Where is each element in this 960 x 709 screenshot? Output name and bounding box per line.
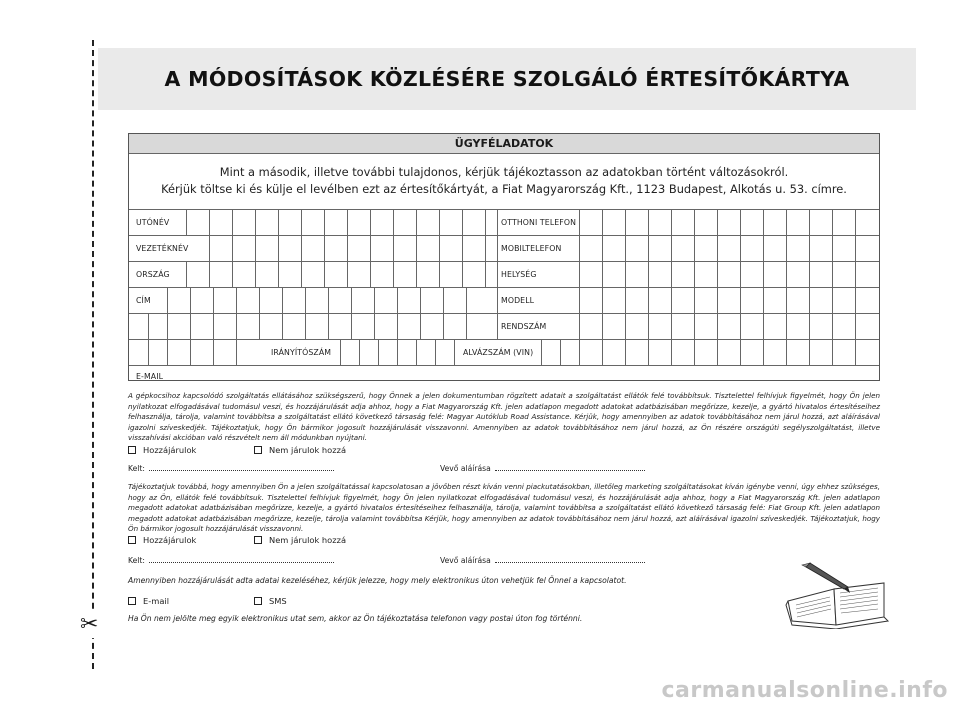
option-email[interactable]: [128, 596, 254, 606]
signature-line-1: [440, 464, 645, 473]
intro-line-2: Kérjük töltse ki és külje el levélben ezt az értesítőkártyát, a Fiat Magyarország Kft., 1123 Budapest, Alkotás u. 53. címre.: [161, 182, 847, 196]
option-disagree-1[interactable]: [254, 445, 346, 455]
channel-options: [128, 596, 287, 606]
section-header: ÜGYFÉLADATOK: [129, 134, 879, 154]
title-banner: [98, 48, 916, 110]
checkbox-sms[interactable]: [254, 597, 262, 605]
electronic-contact-note: Amennyiben hozzájárulását adta adatai kezeléséhez, kérjük jelezze, hogy mely elektronikus úton vehetjük fel Önnel a kapcsolatot.: [128, 576, 627, 585]
label-iranyitoszam: IRÁNYÍTÓSZÁM: [271, 347, 332, 357]
row-vezeteknev: [129, 235, 879, 262]
label-cim: CÍM: [136, 295, 151, 305]
row-utonev: [129, 209, 879, 236]
label-email: E-MAIL: [136, 371, 164, 381]
intro-line-1: Mint a második, illetve további tulajdonos, kérjük tájékoztasson az adatokban történt változásokról.: [219, 165, 789, 179]
vevo-label-1: Vevő aláírása: [440, 464, 491, 473]
option-agree-1-label: Hozzájárulok: [143, 445, 197, 455]
option-email-label: E-mail: [143, 596, 170, 606]
checkbox-disagree-2[interactable]: [254, 536, 262, 544]
option-agree-1[interactable]: [128, 445, 254, 455]
consent-options-2: [128, 535, 346, 545]
label-mobiltelefon: MOBILTELEFON: [501, 243, 562, 253]
checkbox-disagree-1[interactable]: [254, 446, 262, 454]
label-rendszam: RENDSZÁM: [501, 321, 547, 331]
page-title: A MÓDOSÍTÁSOK KÖZLÉSÉRE SZOLGÁLÓ ÉRTESÍTŐKÁRTYA: [164, 67, 850, 91]
option-disagree-2-label: Nem járulok hozzá: [269, 535, 347, 545]
date-line-1: [128, 464, 334, 473]
open-book-with-pen-icon: [784, 559, 890, 629]
option-sms-label: SMS: [269, 596, 287, 606]
intro-text: [129, 153, 879, 210]
option-agree-2-label: Hozzájárulok: [143, 535, 197, 545]
vevo-label-2: Vevő aláírása: [440, 556, 491, 565]
cut-line: [92, 40, 94, 669]
label-modell: MODELL: [501, 295, 535, 305]
row-orszag: [129, 261, 879, 288]
option-agree-2[interactable]: [128, 535, 254, 545]
signature-line-2: [440, 556, 645, 565]
label-vezeteknev: VEZETÉKNÉV: [136, 243, 189, 253]
label-orszag: ORSZÁG: [136, 269, 170, 279]
consent-paragraph-1: A gépkocsihoz kapcsolódó szolgáltatás ellátásához szükségszerű, hogy Önnek a jelen dokumentumban rögzített adatait a szolgáltatást ellátók felé továbbítsuk. Tisztelettel felhívjuk figyelmét, hogy Ön jelen nyilatkozat elfogadásával tudomásul veszi, és hozzájárulását adja ahhoz, hogy a Fiat Magyarország Kft. jelen adatlapon megadott adatokat adatbázisában megőrizze, kezelje, a gyártó hivatalos értesítéseihez felhasználja, tárolja, valamint továbbítsa a szolgáltatást ellátó következő társaság felé: Magyar Autóklub Road Assistance. Kérjük, hogy amennyiben az adatok továbbításához nem járul hozzá, azt aláírásával igazolni szíveskedjék. Tájékoztatjuk, hogy Ön bármikor jogosult hozzájárulását visszavonni. Amennyiben az adatok továbbításához nem járul hozzá, az Ön részére országúti segélyszolgáltatást, illetve visszahívási akcióban való részvételt nem áll módunkban nyújtani.: [128, 391, 880, 443]
signature-blank-1[interactable]: [495, 464, 645, 471]
row-cim: [129, 287, 879, 314]
customer-data-form: [128, 133, 880, 381]
kelt-blank-1[interactable]: [149, 464, 334, 471]
label-helyseg: HELYSÉG: [501, 269, 537, 279]
consent-paragraph-2: Tájékoztatjuk továbbá, hogy amennyiben Ön a jelen szolgáltatással kapcsolatosan a jövőben részt kíván venni piackutatásokban, illetőleg marketing szolgáltatásokat kíván igénybe venni, úgy ehhez szükséges, hogy az Ön, ellátók felé továbbítsuk. Tisztelettel felhívjuk figyelmét, hogy Ön jelen nyilatkozat elfogadásával tudomásul veszi, és hozzájárulását adja ahhoz, hogy a Fiat Magyarország Kft. jelen adatlapon megadott adatokat adatbázisában megőrizze, kezelje, a gyártó hivatalos értesítéseihez felhasználja, tárolja, valamint továbbítsa a szolgáltatást ellátó következő társaság felé: Fiat Group Kft. jelen adatlapon megadott adatokat adatbázisában megőrizze, kezelje, tárolja valamint továbbítsa Kérjük, hogy amennyiben az adatok továbbításához nem járul hozzá, azt aláírásával igazolni szíveskedjék. Tájékoztatjuk, hogy Ön bármikor jogosult hozzájárulását visszavonni.: [128, 482, 880, 534]
label-utonev: UTÓNÉV: [136, 217, 170, 227]
checkbox-email[interactable]: [128, 597, 136, 605]
scissors-icon: ✂: [80, 612, 99, 637]
option-sms[interactable]: [254, 596, 287, 606]
kelt-blank-2[interactable]: [149, 556, 334, 563]
label-otthoni-telefon: OTTHONI TELEFON: [501, 217, 577, 227]
row-rendszam: [129, 313, 879, 340]
consent-options-1: [128, 445, 346, 455]
watermark: carmanualsonline.info: [661, 678, 948, 703]
option-disagree-1-label: Nem járulok hozzá: [269, 445, 347, 455]
final-note: Ha Ön nem jelölte meg egyik elektronikus utat sem, akkor az Ön tájékoztatása telefonon vagy postai úton fog történni.: [128, 614, 583, 623]
kelt-label-2: Kelt:: [128, 556, 145, 565]
option-disagree-2[interactable]: [254, 535, 346, 545]
label-alvazszam: ALVÁZSZÁM (VIN): [463, 347, 534, 357]
row-email: [129, 365, 879, 387]
row-iranyitoszam: [129, 339, 879, 366]
checkbox-agree-2[interactable]: [128, 536, 136, 544]
kelt-label-1: Kelt:: [128, 464, 145, 473]
signature-blank-2[interactable]: [495, 556, 645, 563]
date-line-2: [128, 556, 334, 565]
checkbox-agree-1[interactable]: [128, 446, 136, 454]
